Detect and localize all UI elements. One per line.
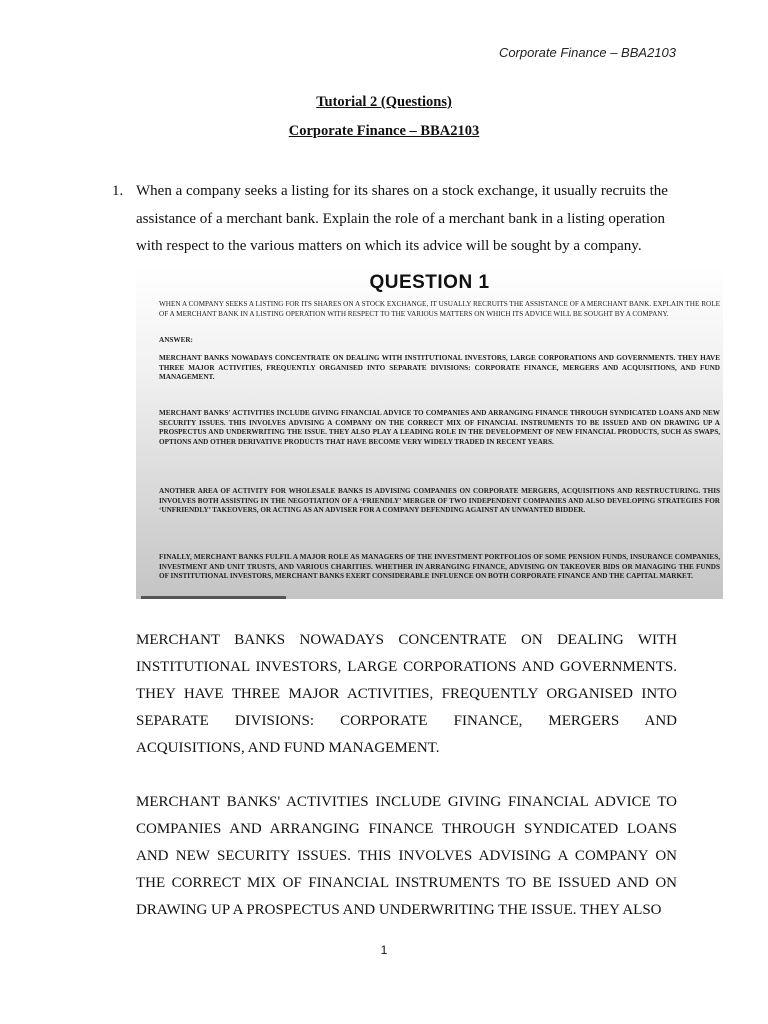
slide-paragraph: MERCHANT BANKS' ACTIVITIES INCLUDE GIVING FINANCIAL ADVICE TO COMPANIES AND ARRANGING FINANCE THROUGH SYNDICATED LOANS AND NEW SECURITY ISSUES. THIS INVOLVES ADVISING A COMPANY ON THE CORRECT MIX OF FINANCIAL INSTRUMENTS TO BE ISSUED AND ON DRAWING UP A PROSPECTUS AND UNDERWRITING THE ISSUE. THEY ALSO PLAY A LEADING ROLE IN THE DEVELOPMENT OF NEW FINANCIAL PRODUCTS, SUCH AS SWAPS, OPTIONS AND OTHER DERIVATIVE PRODUCTS THAT HAVE BECOME VERY WIDELY TRADED IN RECENT YEARS.: [159, 409, 720, 446]
slide-paragraph: MERCHANT BANKS NOWADAYS CONCENTRATE ON DEALING WITH INSTITUTIONAL INVESTORS, LARGE CORPORATIONS AND GOVERNMENTS. THEY HAVE THREE MAJOR ACTIVITIES, FREQUENTLY ORGANISED INTO SEPARATE DIVISIONS: CORPORATE FINANCE, MERGERS AND ACQUISITIONS, AND FUND MANAGEMENT.: [159, 354, 720, 382]
page-number: 1: [380, 943, 388, 957]
slide-title: QUESTION 1: [369, 272, 490, 293]
course-title: Corporate Finance – BBA2103: [288, 123, 480, 139]
embedded-slide-image: [136, 266, 723, 599]
question-list: [112, 178, 678, 261]
slide-question: WHEN A COMPANY SEEKS A LISTING FOR ITS SHARES ON A STOCK EXCHANGE, IT USUALLY RECRUITS THE ASSISTANCE OF A MERCHANT BANK. EXPLAIN THE ROLE OF A MERCHANT BANK IN A LISTING OPERATION WITH RESPECT TO THE VARIOUS MATTERS ON WHICH ITS ADVICE WILL BE SOUGHT BY A COMPANY.: [159, 300, 720, 318]
question-number: 1.: [112, 183, 124, 199]
slide-paragraph: FINALLY, MERCHANT BANKS FULFIL A MAJOR ROLE AS MANAGERS OF THE INVESTMENT PORTFOLIOS OF SOME PENSION FUNDS, INSURANCE COMPANIES, INVESTMENT AND UNIT TRUSTS, AND VARIOUS CHARITIES. WHETHER IN ARRANGING FINANCE, ADVISING ON TAKEOVER BIDS OR MANAGING THE FUNDS OF INSTITUTIONAL INVESTORS, MERCHANT BANKS EXERT CONSIDERABLE INFLUENCE ON BOTH CORPORATE FINANCE AND THE CAPITAL MARKET.: [159, 553, 720, 581]
tutorial-title: Tutorial 2 (Questions): [316, 94, 452, 110]
slide-paragraph: ANOTHER AREA OF ACTIVITY FOR WHOLESALE BANKS IS ADVISING COMPANIES ON CORPORATE MERGERS, ACQUISITIONS AND RESTRUCTURING. THIS INVOLVES BOTH ASSISTING IN THE NEGOTIATION OF A ‘FRIENDLY’ MERGER OF TWO INDEPENDENT COMPANIES AND ALSO DEVELOPING STRATEGIES FOR ‘UNFRIENDLY’ TAKEOVERS, OR ACTING AS AN ADVISER FOR A COMPANY DEFENDING AGAINST AN UNWANTED BIDDER.: [159, 487, 720, 515]
answer-paragraph: MERCHANT BANKS' ACTIVITIES INCLUDE GIVING FINANCIAL ADVICE TO COMPANIES AND ARRANGING FINANCE THROUGH SYNDICATED LOANS AND NEW SECURITY ISSUES. THIS INVOLVES ADVISING A COMPANY ON THE CORRECT MIX OF FINANCIAL INSTRUMENTS TO BE ISSUED AND ON DRAWING UP A PROSPECTUS AND UNDERWRITING THE ISSUE. THEY ALSO: [136, 794, 677, 918]
running-header: Corporate Finance – BBA2103: [498, 45, 676, 60]
answer-paragraph: MERCHANT BANKS NOWADAYS CONCENTRATE ON DEALING WITH INSTITUTIONAL INVESTORS, LARGE CORPORATIONS AND GOVERNMENTS. THEY HAVE THREE MAJOR ACTIVITIES, FREQUENTLY ORGANISED INTO SEPARATE DIVISIONS: CORPORATE FINANCE, MERGERS AND ACQUISITIONS, AND FUND MANAGEMENT.: [136, 632, 677, 756]
slide-scrollbar: [141, 596, 286, 599]
slide-answer-label: ANSWER:: [159, 336, 193, 344]
question-text: When a company seeks a listing for its shares on a stock exchange, it usually recruits the assistance of a merchant bank. Explain the role of a merchant bank in a listing operation with respect to the various matters on which its advice will be sought by a company.: [136, 183, 668, 254]
